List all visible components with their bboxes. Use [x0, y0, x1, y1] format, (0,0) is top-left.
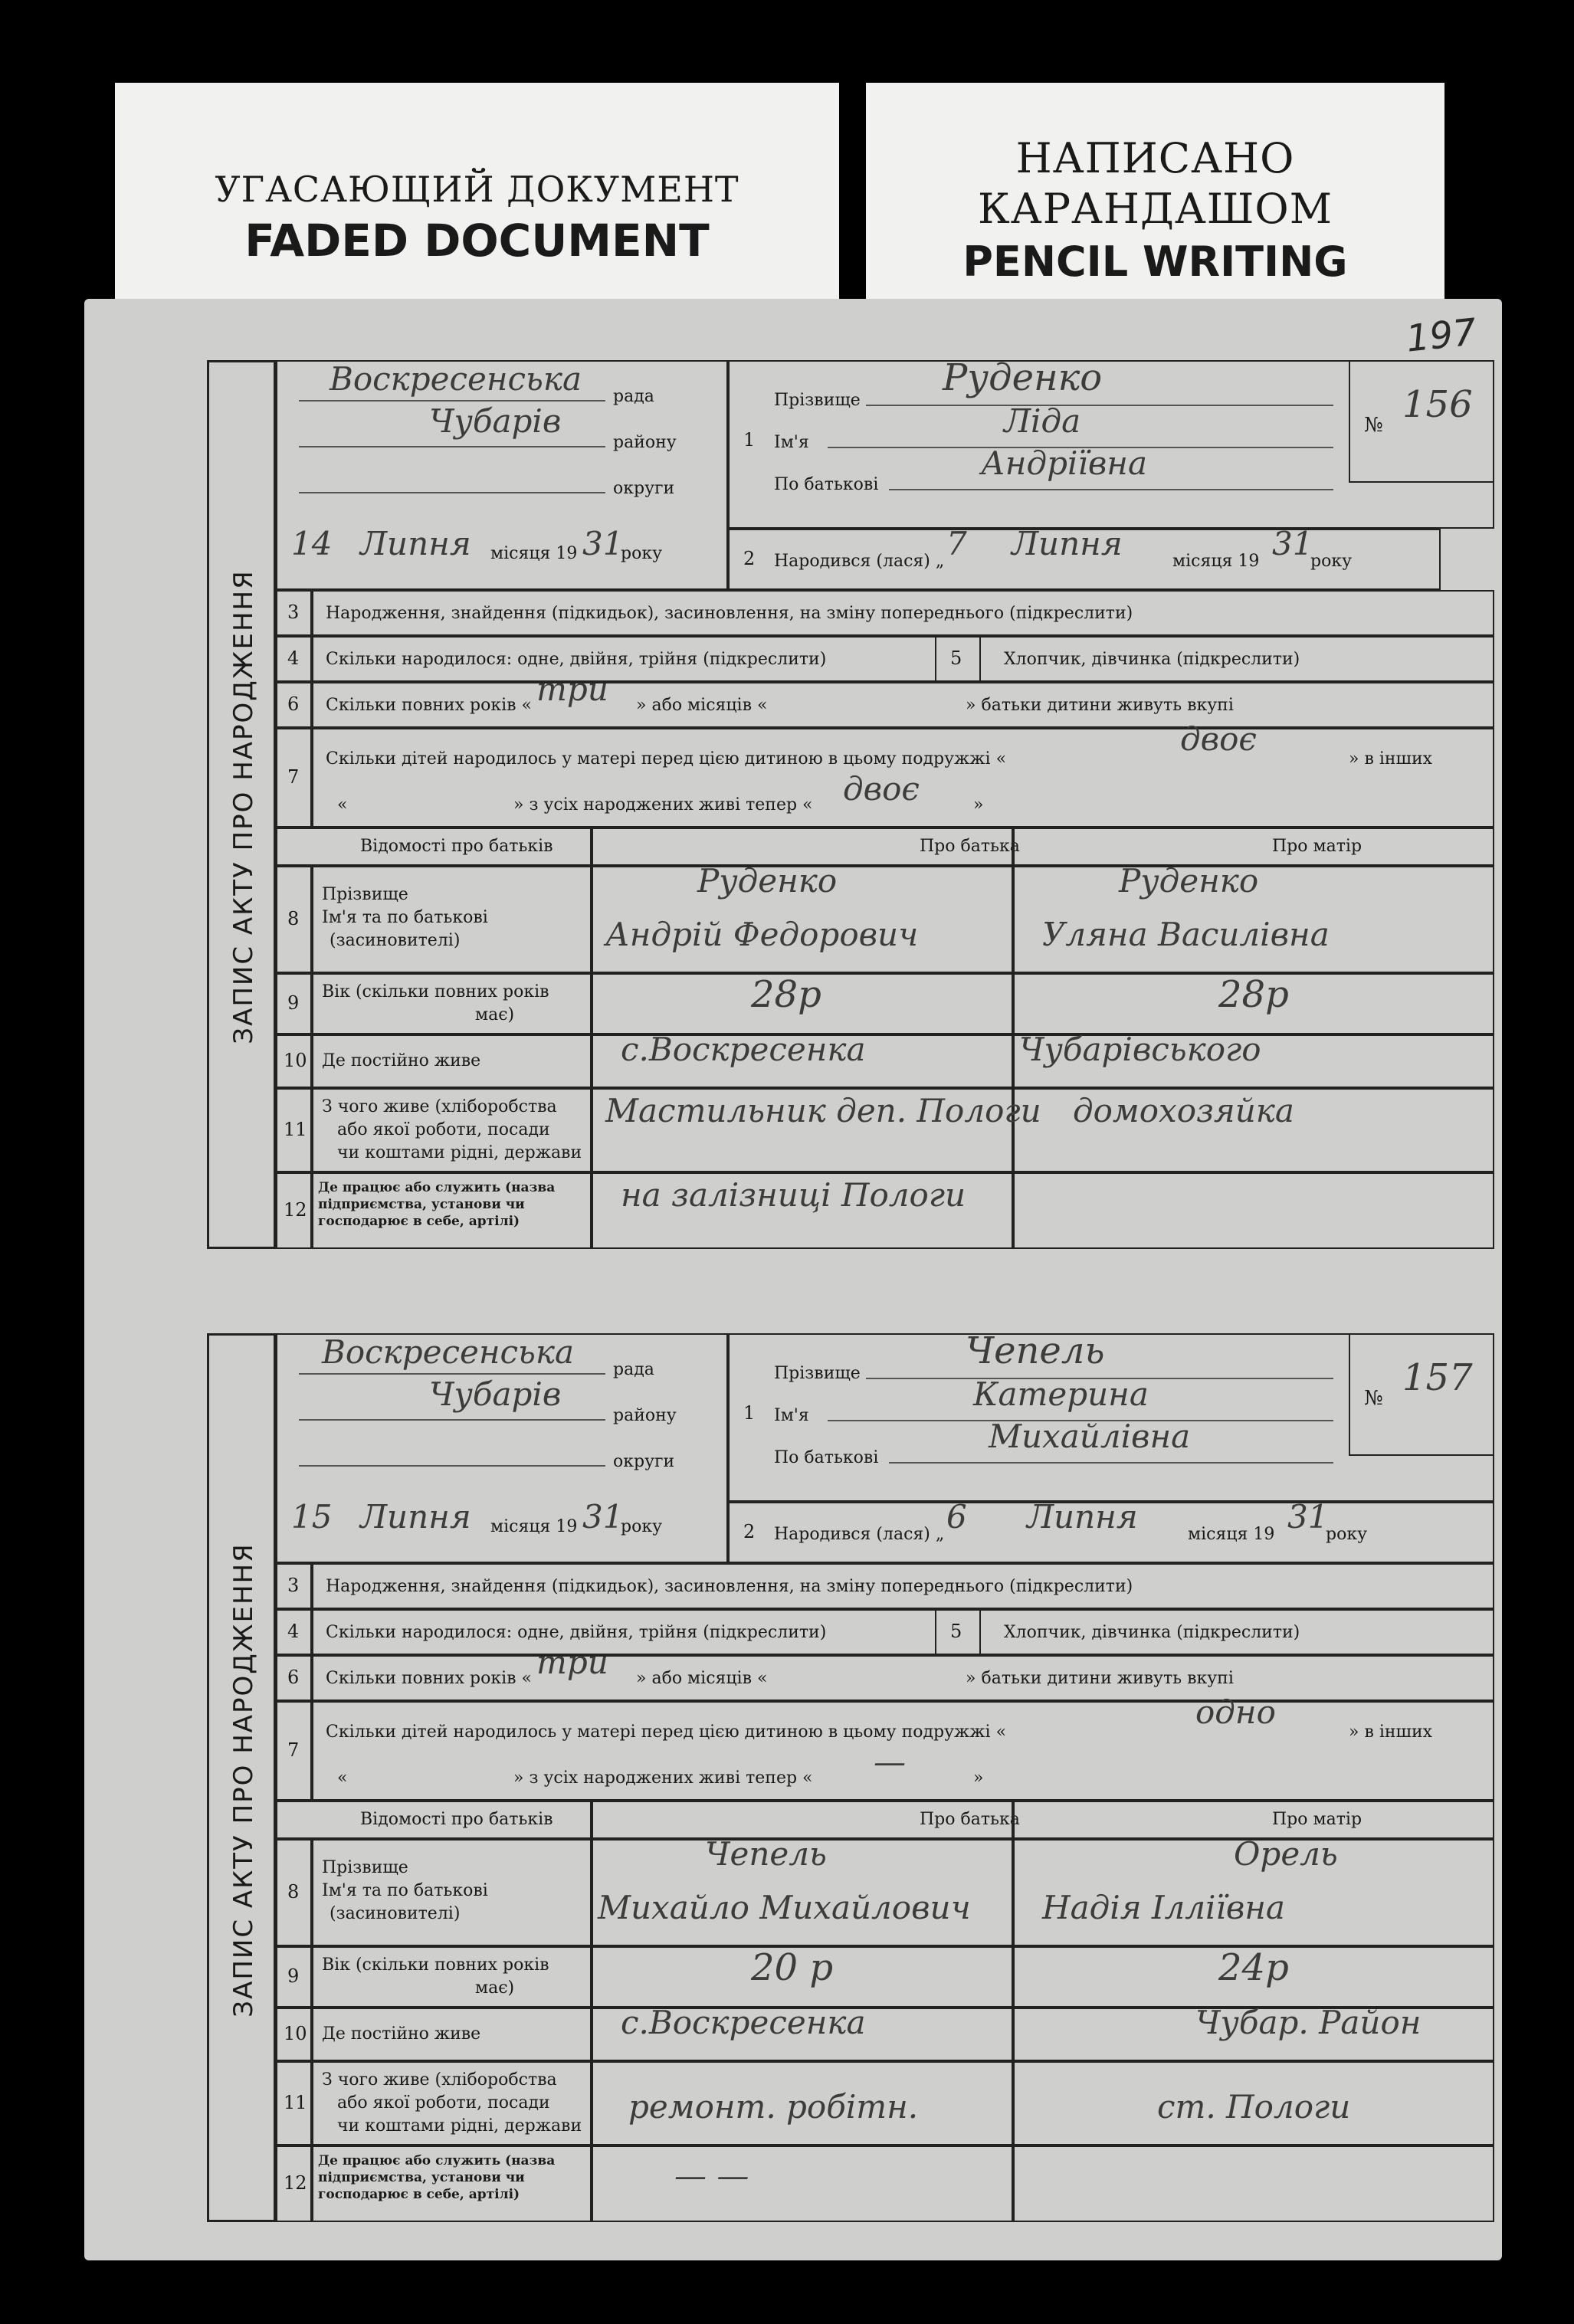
rada-value: Воскресенська [330, 360, 582, 398]
row-7-text-d: » з усіх народжених живі тепер « [513, 1768, 813, 1788]
row-7-text-a: Скільки дітей народилось у матері перед цією дитиною в цьому подружжі « [326, 1723, 1007, 1742]
mother-age: 24р [1218, 1946, 1289, 1989]
row-6-text-b: » або місяців « [636, 1669, 768, 1688]
raion-value: Чубарів [429, 402, 562, 440]
father-name: Михайло Михайлович [598, 1889, 971, 1926]
row-number-2: 2 [743, 1521, 756, 1542]
row-11-label-3: чи коштами рідні, держави [337, 2116, 582, 2136]
parents-header: Відомості про батьків [360, 837, 553, 856]
mother-name: Уляна Василівна [1042, 916, 1330, 953]
row-number-4: 4 [287, 1621, 300, 1642]
surname-label: Прізвище [774, 1364, 861, 1383]
mother-occupation: домохозяйка [1073, 1092, 1294, 1129]
row-7-text-c: « [337, 795, 348, 815]
patronymic-value: Михайлівна [989, 1418, 1191, 1455]
rada-label: рада [613, 387, 654, 406]
row-number-1: 1 [743, 1402, 756, 1424]
document-page [84, 299, 1502, 2260]
row-6-text-c: » батьки дитини живуть вкупі [966, 696, 1234, 715]
row-number-2: 2 [743, 548, 756, 569]
birth-record-1 [207, 356, 1494, 1249]
row-8-label-1: Прізвище [322, 1858, 408, 1877]
reg-month: Липня [360, 525, 471, 562]
row-number-10: 10 [284, 1050, 307, 1071]
reg-day: 15 [291, 1498, 333, 1536]
row-11-label-2: або якої роботи, посади [337, 1120, 550, 1139]
row-10-label: Де постійно живе [322, 2024, 481, 2044]
pencil-label-english: PENCIL WRITING [962, 238, 1348, 286]
birth-year-label: року [1326, 1525, 1368, 1544]
row-number-6: 6 [287, 693, 300, 715]
father-residence: с.Воскресенка [621, 1031, 866, 1068]
row-number-8: 8 [287, 1881, 300, 1903]
pencil-label-russian-2: КАРАНДАШОМ [978, 185, 1333, 233]
row-9-label-1: Вік (скільки повних років [322, 982, 549, 1001]
row-7-text-b: » в інших [1349, 1723, 1433, 1742]
reg-month-label: місяця 19 [490, 544, 578, 563]
row-12-label-2: підприємства, установи чи [318, 2170, 525, 2185]
patronymic-label: По батькові [774, 1448, 879, 1467]
row-6-text-c: » батьки дитини живуть вкупі [966, 1669, 1234, 1688]
row-12-label-3: господарює в себе, артілі) [318, 1214, 520, 1229]
birth-month: Липня [1027, 1498, 1138, 1536]
okruhy-label: округи [613, 479, 675, 498]
row-8-label-3: (засиновителі) [330, 931, 461, 950]
rada-value: Воскресенська [322, 1333, 575, 1371]
row-11-label-1: З чого живе (хліборобства [322, 2070, 557, 2090]
row-number-7: 7 [287, 1739, 300, 1761]
row-10-label: Де постійно живе [322, 1051, 481, 1070]
number-label: № [1364, 414, 1383, 437]
row-4-divider [310, 1609, 313, 1655]
children-before: одно [1195, 1693, 1276, 1731]
mother-residence: Чубарівського [1019, 1031, 1261, 1068]
okruhy-label: округи [613, 1452, 675, 1471]
row-8-label-2: Ім'я та по батькові [322, 1881, 488, 1900]
record-vertical-title: ЗАПИС АКТУ ПРО НАРОДЖЕННЯ [207, 1333, 276, 2222]
row-number-9: 9 [287, 992, 300, 1014]
row-12-label-2: підприємства, установи чи [318, 1197, 525, 1212]
children-before: двоє [1180, 720, 1257, 758]
row-7-text-a: Скільки дітей народилось у матері перед цією дитиною в цьому подружжі « [326, 749, 1007, 769]
father-header: Про батька [920, 1810, 1020, 1829]
mother-age: 28р [1218, 973, 1289, 1016]
father-header: Про батька [920, 837, 1020, 856]
row-6-text-a: Скільки повних років « [326, 696, 532, 715]
father-workplace: на залізниці Пологи [621, 1176, 966, 1214]
row-number-1: 1 [743, 429, 756, 451]
birth-month-label: місяця 19 [1188, 1525, 1275, 1544]
record-grid [276, 356, 1494, 1249]
birth-year-label: року [1310, 552, 1353, 571]
row-6-divider [310, 682, 313, 728]
row-12-label-1: Де працює або служить (назва [318, 2153, 556, 2168]
row-3-divider [310, 1563, 313, 1609]
reg-month-label: місяця 19 [490, 1517, 578, 1536]
row-4-text: Скільки народилося: одне, двійня, трійня (підкреслити) [326, 1623, 827, 1642]
faded-label-russian: УГАСАЮЩИЙ ДОКУМЕНТ [215, 169, 739, 210]
raion-label: району [613, 1406, 677, 1425]
row-number-5: 5 [950, 1621, 962, 1642]
row-7-divider [310, 1701, 313, 1801]
mother-header: Про матір [1272, 1810, 1362, 1829]
row-number-9: 9 [287, 1965, 300, 1987]
father-occupation: ремонт. робітн. [628, 2088, 919, 2126]
page-number: 197 [1404, 310, 1479, 361]
reg-month: Липня [360, 1498, 471, 1536]
rada-label: рада [613, 1360, 654, 1379]
row-7-text-e: » [973, 795, 984, 815]
faded-document-label [115, 83, 839, 305]
birth-month-label: місяця 19 [1172, 552, 1260, 571]
birth-day: 7 [946, 525, 967, 562]
row-4-text: Скільки народилося: одне, двійня, трійня (підкреслити) [326, 650, 827, 669]
row-6-text-b: » або місяців « [636, 696, 768, 715]
surname-value: Руденко [943, 356, 1103, 399]
children-alive: — [874, 1743, 906, 1781]
row-number-4: 4 [287, 647, 300, 669]
reg-year-label: року [621, 1517, 663, 1536]
row-number-11: 11 [284, 1119, 307, 1140]
row-8-label-2: Ім'я та по батькові [322, 908, 488, 927]
birth-year: 31 [1272, 525, 1313, 562]
mother-surname: Руденко [1119, 862, 1259, 900]
birth-month: Липня [1012, 525, 1123, 562]
mother-residence: Чубар. Район [1195, 2004, 1422, 2041]
row-5-text: Хлопчик, дівчинка (підкреслити) [1004, 650, 1300, 669]
birth-record-2 [207, 1329, 1494, 2222]
row-4-divider [310, 636, 313, 682]
row-12-label-1: Де працює або служить (назва [318, 1180, 556, 1195]
row-8-label-1: Прізвище [322, 885, 408, 904]
parents-header: Відомості про батьків [360, 1810, 553, 1829]
faded-label-english: FADED DOCUMENT [244, 215, 710, 267]
row-9-label-1: Вік (скільки повних років [322, 1955, 549, 1975]
father-workplace: — — [674, 2157, 749, 2195]
born-label: Народився (лася) „ [774, 1525, 945, 1544]
row-11-label-1: З чого живе (хліборобства [322, 1097, 557, 1116]
name-label: Ім'я [774, 433, 809, 452]
row-number-6: 6 [287, 1667, 300, 1688]
row-7-text-d: » з усіх народжених живі тепер « [513, 795, 813, 815]
mother-occupation: ст. Пологи [1157, 2088, 1351, 2126]
years-together: три [536, 1644, 608, 1681]
row-number-11: 11 [284, 2092, 307, 2113]
row-6-divider [310, 1655, 313, 1701]
row-3-divider [310, 590, 313, 636]
pencil-label-russian-1: НАПИСАНО [1015, 134, 1295, 182]
reg-year-label: року [621, 544, 663, 563]
row-number-5: 5 [950, 647, 962, 669]
record-vertical-title: ЗАПИС АКТУ ПРО НАРОДЖЕННЯ [207, 360, 276, 1249]
pencil-writing-label [866, 83, 1444, 305]
record-number: 156 [1402, 383, 1473, 426]
row-6-text-a: Скільки повних років « [326, 1669, 532, 1688]
row-7-text-b: » в інших [1349, 749, 1433, 769]
surname-label: Прізвище [774, 391, 861, 410]
raion-value: Чубарів [429, 1375, 562, 1413]
father-name: Андрій Федорович [605, 916, 919, 953]
father-age: 20 р [751, 1946, 834, 1989]
row-9-label-2: має) [475, 1005, 515, 1024]
row-number-7: 7 [287, 766, 300, 788]
row-7-text-e: » [973, 1768, 984, 1788]
row-5-text: Хлопчик, дівчинка (підкреслити) [1004, 1623, 1300, 1642]
surname-value: Чепель [966, 1329, 1105, 1372]
row-number-3: 3 [287, 1575, 300, 1596]
children-alive: двоє [843, 770, 920, 808]
row-12-label-3: господарює в себе, артілі) [318, 2187, 520, 2202]
row-11-label-3: чи коштами рідні, держави [337, 1143, 582, 1162]
mother-name: Надія Ілліївна [1042, 1889, 1285, 1926]
years-together: три [536, 670, 608, 708]
birth-year: 31 [1287, 1498, 1329, 1536]
father-surname: Чепель [705, 1835, 827, 1873]
record-number: 157 [1402, 1356, 1473, 1399]
row-3-text: Народження, знайдення (підкидьок), засиновлення, на зміну попереднього (підкреслити) [326, 1577, 1133, 1596]
father-surname: Руденко [697, 862, 838, 900]
birth-day: 6 [946, 1498, 967, 1536]
born-label: Народився (лася) „ [774, 552, 945, 571]
row-number-12: 12 [284, 2172, 307, 2194]
name-value: Катерина [973, 1375, 1149, 1413]
row-number-3: 3 [287, 601, 300, 623]
row-8-label-3: (засиновителі) [330, 1904, 461, 1923]
row-3-text: Народження, знайдення (підкидьок), засиновлення, на зміну попереднього (підкреслити) [326, 604, 1133, 623]
mother-header: Про матір [1272, 837, 1362, 856]
mother-surname: Орель [1234, 1835, 1338, 1873]
father-residence: с.Воскресенка [621, 2004, 866, 2041]
name-label: Ім'я [774, 1406, 809, 1425]
number-label: № [1364, 1387, 1383, 1410]
patronymic-value: Андріївна [981, 444, 1147, 482]
record-grid [276, 1329, 1494, 2222]
row-7-text-c: « [337, 1768, 348, 1788]
reg-year: 31 [582, 525, 624, 562]
father-age: 28р [751, 973, 821, 1016]
row-7-divider [310, 728, 313, 828]
reg-day: 14 [291, 525, 333, 562]
father-occupation: Мастильник деп. Пологи [605, 1092, 1041, 1129]
reg-year: 31 [582, 1498, 624, 1536]
name-value: Ліда [1004, 402, 1081, 440]
row-number-10: 10 [284, 2023, 307, 2044]
row-number-8: 8 [287, 908, 300, 929]
row-number-12: 12 [284, 1199, 307, 1221]
row-9-label-2: має) [475, 1978, 515, 1998]
raion-label: району [613, 433, 677, 452]
patronymic-label: По батькові [774, 475, 879, 494]
row-11-label-2: або якої роботи, посади [337, 2093, 550, 2113]
